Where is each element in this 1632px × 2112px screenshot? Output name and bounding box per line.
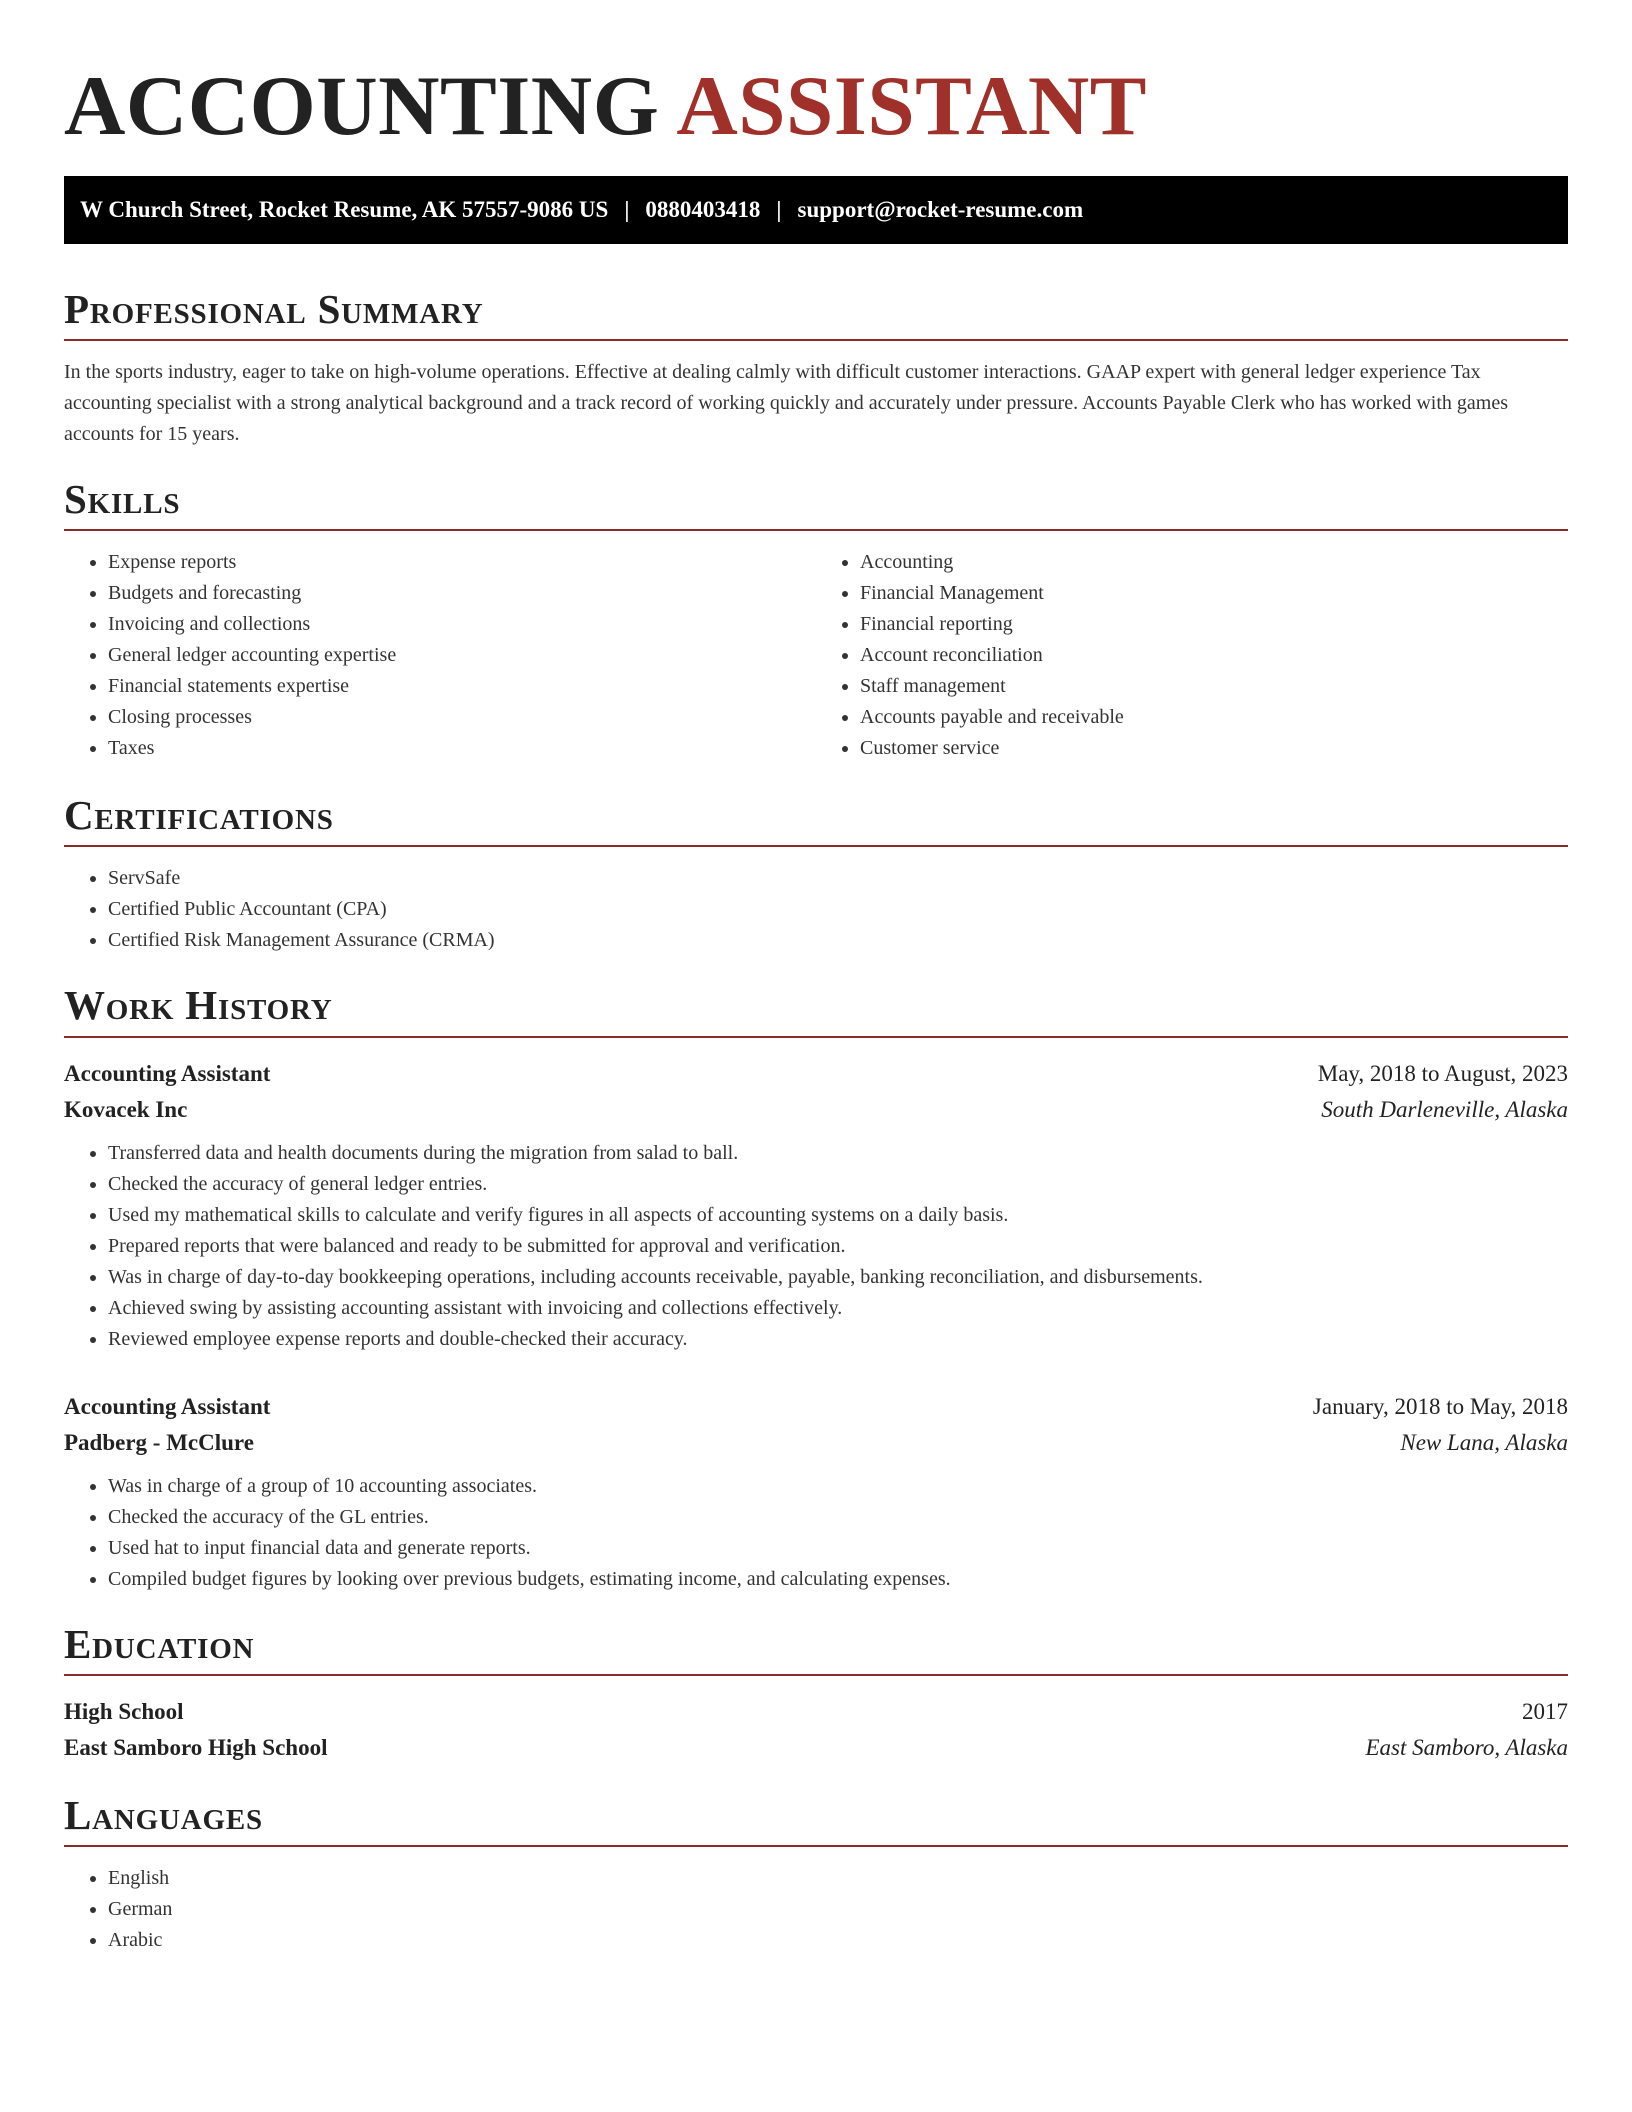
job-location: South Darleneville, Alaska	[1321, 1096, 1568, 1122]
section-heading-education: Education	[64, 1621, 1568, 1676]
job-entry	[64, 1056, 1568, 1355]
job-duty-item: • Transferred data and health documents during the migration from salad to ball.	[108, 1138, 1568, 1169]
education-degree-row	[64, 1694, 1568, 1730]
skill-item: • Customer service	[860, 733, 1568, 764]
certification-item: • Certified Risk Management Assurance (CRMA)	[108, 925, 1568, 956]
skill-item: • Taxes	[108, 733, 816, 764]
section-heading-skills: Skills	[64, 476, 1568, 531]
skill-item: • Closing processes	[108, 702, 816, 733]
certification-item: • ServSafe	[108, 863, 1568, 894]
language-item: • English	[108, 1863, 1568, 1894]
education-year: 2017	[1522, 1698, 1568, 1724]
contact-email: support@rocket-resume.com	[797, 197, 1084, 222]
skills-list-left	[64, 547, 816, 764]
skill-item: • Accounting	[860, 547, 1568, 578]
skill-item: • Account reconciliation	[860, 640, 1568, 671]
contact-separator: |	[624, 197, 630, 222]
job-duties-list	[64, 1138, 1568, 1355]
language-item: • German	[108, 1894, 1568, 1925]
skill-item: • Accounts payable and receivable	[860, 702, 1568, 733]
job-duty-item: • Was in charge of a group of 10 accounting associates.	[108, 1471, 1568, 1502]
section-heading-certifications: Certifications	[64, 792, 1568, 847]
skill-item: • Expense reports	[108, 547, 816, 578]
job-dates: January, 2018 to May, 2018	[1312, 1393, 1568, 1419]
job-company-row	[64, 1425, 1568, 1461]
contact-address: W Church Street, Rocket Resume, AK 57557-9086 US	[80, 197, 609, 222]
job-header-row	[64, 1056, 1568, 1092]
section-heading-summary: Professional Summary	[64, 286, 1568, 341]
contact-separator: |	[776, 197, 782, 222]
skill-item: • Financial reporting	[860, 609, 1568, 640]
skill-item: • Financial statements expertise	[108, 671, 816, 702]
skills-list-right	[816, 547, 1568, 764]
resume-title	[64, 52, 1568, 160]
job-duty-item: • Achieved swing by assisting accounting assistant with invoicing and collections effectively.	[108, 1293, 1568, 1324]
section-heading-work-history: Work History	[64, 982, 1568, 1037]
job-company: Padberg - McClure	[64, 1429, 254, 1455]
education-school: East Samboro High School	[64, 1734, 328, 1760]
education-school-row	[64, 1730, 1568, 1766]
job-duty-item: • Used hat to input financial data and generate reports.	[108, 1533, 1568, 1564]
job-duty-item: • Checked the accuracy of general ledger entries.	[108, 1169, 1568, 1200]
job-company-row	[64, 1092, 1568, 1128]
job-company: Kovacek Inc	[64, 1096, 188, 1122]
languages-list	[64, 1863, 1568, 1956]
job-dates: May, 2018 to August, 2023	[1317, 1060, 1568, 1086]
certification-item: • Certified Public Accountant (CPA)	[108, 894, 1568, 925]
education-entry	[64, 1694, 1568, 1766]
certifications-list	[64, 863, 1568, 956]
job-location: New Lana, Alaska	[1400, 1429, 1568, 1455]
summary-text: In the sports industry, eager to take on high-volume operations. Effective at dealing calmly with difficult customer interactions. GAAP expert with general ledger experience Tax accounting specialist with a strong analytical background and a track record of working quickly and accurately under pressure. Accounts Payable Clerk who has worked with games accounts for 15 years.	[64, 361, 1508, 446]
skill-item: • General ledger accounting expertise	[108, 640, 816, 671]
job-duty-item: • Used my mathematical skills to calculate and verify figures in all aspects of accounting systems on a daily basis.	[108, 1200, 1568, 1231]
job-duty-item: • Was in charge of day-to-day bookkeeping operations, including accounts receivable, payable, banking reconciliation, and disbursements.	[108, 1262, 1568, 1293]
title-first-word: ACCOUNTING	[64, 59, 660, 153]
contact-bar	[64, 176, 1568, 244]
resume-page	[64, 0, 1568, 1956]
title-second-word: ASSISTANT	[676, 59, 1148, 153]
job-duty-item: • Prepared reports that were balanced and ready to be submitted for approval and verification.	[108, 1231, 1568, 1262]
job-duty-item: • Compiled budget figures by looking over previous budgets, estimating income, and calculating expenses.	[108, 1564, 1568, 1595]
education-location: East Samboro, Alaska	[1365, 1734, 1568, 1760]
job-duty-item: • Reviewed employee expense reports and double-checked their accuracy.	[108, 1324, 1568, 1355]
skill-item: • Staff management	[860, 671, 1568, 702]
language-item: • Arabic	[108, 1925, 1568, 1956]
skill-item: • Invoicing and collections	[108, 609, 816, 640]
job-entry	[64, 1389, 1568, 1595]
job-duty-item: • Checked the accuracy of the GL entries.	[108, 1502, 1568, 1533]
job-title: Accounting Assistant	[64, 1393, 271, 1419]
skill-item: • Budgets and forecasting	[108, 578, 816, 609]
job-duties-list	[64, 1471, 1568, 1595]
skills-grid	[64, 531, 1568, 764]
skill-item: • Financial Management	[860, 578, 1568, 609]
job-header-row	[64, 1389, 1568, 1425]
contact-phone: 0880403418	[645, 197, 761, 222]
education-degree: High School	[64, 1698, 184, 1724]
section-heading-languages: Languages	[64, 1792, 1568, 1847]
job-title: Accounting Assistant	[64, 1060, 271, 1086]
